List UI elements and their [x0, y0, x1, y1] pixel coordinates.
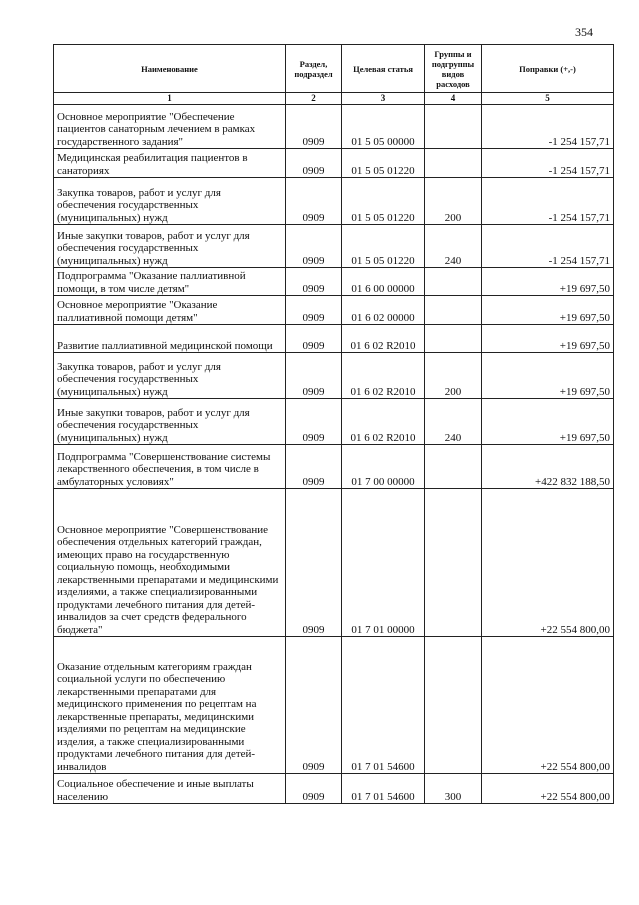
column-number: 5	[482, 93, 614, 105]
row-target: 01 7 00 00000	[342, 445, 425, 489]
row-group	[425, 149, 482, 178]
row-name: Оказание отдельным категориям граждан социальной услуги по обеспечению лекарственными препаратами для медицинского применения по рецептам на лекарственные препараты, медицинскими изделиями по рецептам на медицинские изделия, а также специализированными продуктами лечебного питания для детей-инвалидов	[54, 637, 286, 774]
header-row	[54, 45, 614, 93]
row-amount: +19 697,50	[482, 353, 614, 399]
row-section: 0909	[286, 637, 342, 774]
row-section: 0909	[286, 105, 342, 149]
row-group: 240	[425, 399, 482, 445]
header-groups: Группы и подгруппы видов расходов	[425, 45, 482, 93]
row-name: Основное мероприятие "Обеспечение пациентов санаторным лечением в рамках государственного задания"	[54, 105, 286, 149]
row-group	[425, 105, 482, 149]
table-row	[54, 296, 614, 325]
row-name: Медицинская реабилитация пациентов в санаториях	[54, 149, 286, 178]
table-row	[54, 268, 614, 296]
column-number: 1	[54, 93, 286, 105]
row-target: 01 6 00 00000	[342, 268, 425, 296]
table-row	[54, 105, 614, 149]
table-row	[54, 353, 614, 399]
row-target: 01 7 01 54600	[342, 774, 425, 804]
row-amount: +22 554 800,00	[482, 489, 614, 637]
row-section: 0909	[286, 353, 342, 399]
row-amount: +22 554 800,00	[482, 637, 614, 774]
table-row	[54, 399, 614, 445]
row-name: Развитие паллиативной медицинской помощи	[54, 325, 286, 353]
table-row	[54, 637, 614, 774]
row-section: 0909	[286, 268, 342, 296]
column-number: 4	[425, 93, 482, 105]
row-amount: +22 554 800,00	[482, 774, 614, 804]
table-row	[54, 489, 614, 637]
row-target: 01 6 02 R2010	[342, 325, 425, 353]
row-section: 0909	[286, 399, 342, 445]
row-group: 240	[425, 225, 482, 268]
row-group	[425, 445, 482, 489]
table-row	[54, 149, 614, 178]
row-amount: +19 697,50	[482, 325, 614, 353]
column-number: 2	[286, 93, 342, 105]
row-group: 200	[425, 353, 482, 399]
row-section: 0909	[286, 445, 342, 489]
row-name: Закупка товаров, работ и услуг для обеспечения государственных (муниципальных) нужд	[54, 178, 286, 225]
row-name: Социальное обеспечение и иные выплаты населению	[54, 774, 286, 804]
row-section: 0909	[286, 178, 342, 225]
row-amount: -1 254 157,71	[482, 149, 614, 178]
row-amount: +422 832 188,50	[482, 445, 614, 489]
row-group	[425, 296, 482, 325]
row-group	[425, 325, 482, 353]
row-group: 200	[425, 178, 482, 225]
row-target: 01 5 05 01220	[342, 225, 425, 268]
row-section: 0909	[286, 489, 342, 637]
row-name: Иные закупки товаров, работ и услуг для обеспечения государственных (муниципальных) нужд	[54, 399, 286, 445]
row-target: 01 5 05 00000	[342, 105, 425, 149]
row-target: 01 5 05 01220	[342, 178, 425, 225]
table-row	[54, 774, 614, 804]
table-row	[54, 225, 614, 268]
table-row	[54, 325, 614, 353]
row-amount: -1 254 157,71	[482, 225, 614, 268]
row-group	[425, 268, 482, 296]
row-group	[425, 637, 482, 774]
row-section: 0909	[286, 296, 342, 325]
header-name: Наименование	[54, 45, 286, 93]
table-row	[54, 178, 614, 225]
row-name: Основное мероприятие "Оказание паллиативной помощи детям"	[54, 296, 286, 325]
budget-table	[53, 44, 614, 804]
row-amount: +19 697,50	[482, 268, 614, 296]
column-number-row	[54, 93, 614, 105]
row-name: Подпрограмма "Оказание паллиативной помощи, в том числе детям"	[54, 268, 286, 296]
row-section: 0909	[286, 774, 342, 804]
row-name: Иные закупки товаров, работ и услуг для обеспечения государственных (муниципальных) нужд	[54, 225, 286, 268]
row-amount: -1 254 157,71	[482, 105, 614, 149]
header-section: Раздел, подраздел	[286, 45, 342, 93]
header-amendments: Поправки (+,-)	[482, 45, 614, 93]
column-number: 3	[342, 93, 425, 105]
row-target: 01 5 05 01220	[342, 149, 425, 178]
row-amount: -1 254 157,71	[482, 178, 614, 225]
row-section: 0909	[286, 225, 342, 268]
row-target: 01 6 02 R2010	[342, 353, 425, 399]
header-target: Целевая статья	[342, 45, 425, 93]
row-target: 01 6 02 00000	[342, 296, 425, 325]
row-group: 300	[425, 774, 482, 804]
row-section: 0909	[286, 325, 342, 353]
row-target: 01 6 02 R2010	[342, 399, 425, 445]
row-name: Закупка товаров, работ и услуг для обеспечения государственных (муниципальных) нужд	[54, 353, 286, 399]
row-group	[425, 489, 482, 637]
row-name: Подпрограмма "Совершенствование системы лекарственного обеспечения, в том числе в амбулаторных условиях"	[54, 445, 286, 489]
row-amount: +19 697,50	[482, 296, 614, 325]
table-row	[54, 445, 614, 489]
row-target: 01 7 01 54600	[342, 637, 425, 774]
row-amount: +19 697,50	[482, 399, 614, 445]
page-number: 354	[575, 25, 593, 39]
row-target: 01 7 01 00000	[342, 489, 425, 637]
row-name: Основное мероприятие "Совершенствование обеспечения отдельных категорий граждан, имеющих право на государственную социальную помощь, необходимыми лекарственными препаратами и медицинскими изделиями, а также специализированными продуктами лечебного питания для детей-инвалидов за счет средств федерального бюджета"	[54, 489, 286, 637]
row-section: 0909	[286, 149, 342, 178]
